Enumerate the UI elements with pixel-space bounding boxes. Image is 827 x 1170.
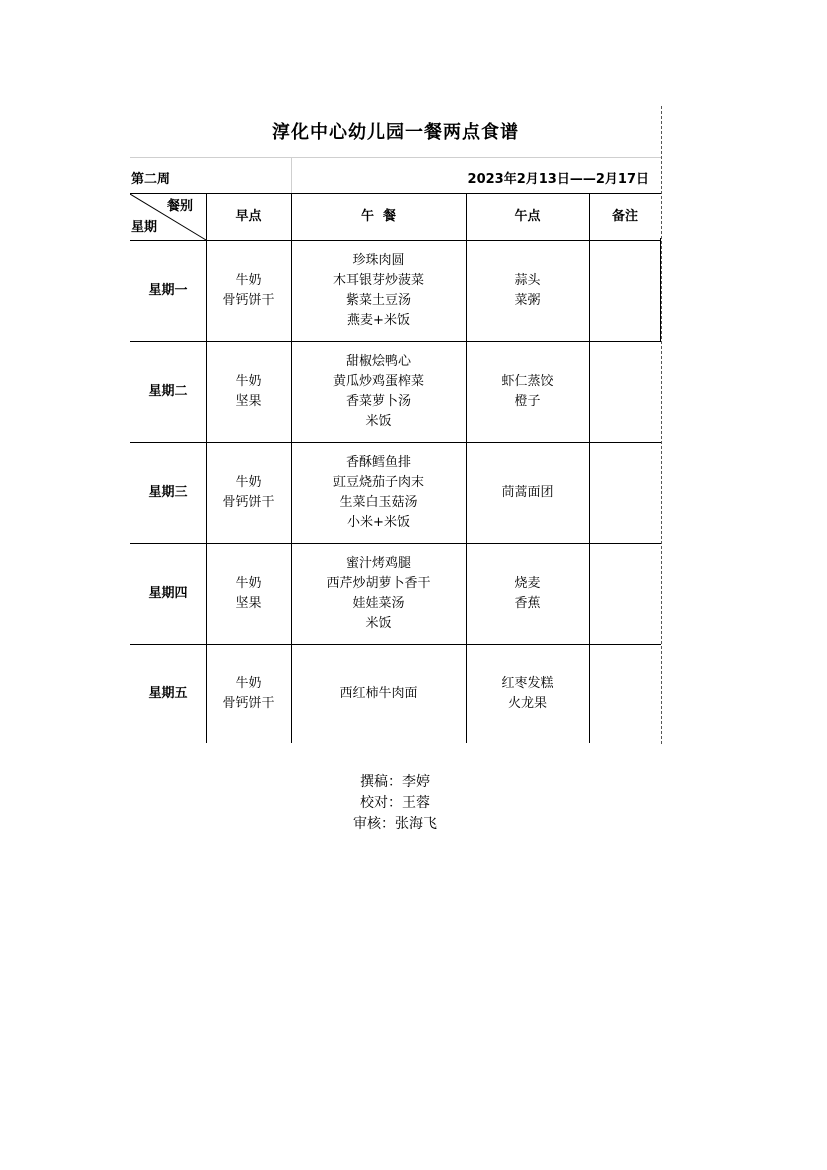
menu-item: 牛奶 xyxy=(235,474,262,490)
week-label: 第二周 xyxy=(131,172,171,187)
reviewer-credit: 审核：张海飞 xyxy=(353,816,437,832)
breakfast-cell xyxy=(206,341,291,442)
menu-item: 红枣发糕 xyxy=(501,675,554,691)
notes-cell xyxy=(589,442,661,543)
breakfast-cell xyxy=(206,543,291,644)
notes-cell xyxy=(589,341,661,442)
menu-item: 豇豆烧茄子肉末 xyxy=(332,474,424,490)
header-notes: 备注 xyxy=(611,208,638,224)
header-weekday: 星期 xyxy=(131,220,158,235)
menu-item: 骨钙饼干 xyxy=(222,292,275,308)
menu-item: 蒜头 xyxy=(514,272,541,288)
day-monday: 星期一 xyxy=(148,282,188,298)
notes-cell xyxy=(589,644,661,743)
snack-cell xyxy=(466,442,589,543)
header-breakfast: 早点 xyxy=(235,208,262,224)
lunch-cell xyxy=(291,240,466,341)
lunch-cell xyxy=(291,543,466,644)
menu-item: 茼蒿面团 xyxy=(501,484,554,500)
lunch-cell xyxy=(291,341,466,442)
lunch-cell xyxy=(291,644,466,743)
menu-item: 烧麦 xyxy=(514,575,541,591)
writer-credit: 撰稿：李婷 xyxy=(360,774,430,790)
menu-item: 牛奶 xyxy=(235,373,262,389)
day-thursday: 星期四 xyxy=(148,585,188,601)
snack-cell xyxy=(466,644,589,743)
menu-item: 米饭 xyxy=(365,413,392,429)
credits xyxy=(330,772,460,835)
menu-item: 菜粥 xyxy=(514,292,541,308)
menu-item: 香菜萝卜汤 xyxy=(345,393,411,409)
date-range: 2023年2月13日——2月17日 xyxy=(467,172,649,187)
menu-item: 火龙果 xyxy=(507,695,547,711)
menu-item: 黄瓜炒鸡蛋榨菜 xyxy=(332,373,424,389)
document-title: 淳化中心幼儿园一餐两点食谱 xyxy=(272,122,519,143)
menu-item: 木耳银芽炒菠菜 xyxy=(332,272,424,288)
notes-cell xyxy=(589,543,661,644)
menu-item: 牛奶 xyxy=(235,675,262,691)
snack-cell xyxy=(466,341,589,442)
menu-item: 生菜白玉菇汤 xyxy=(339,494,418,510)
menu-item: 骨钙饼干 xyxy=(222,695,275,711)
lunch-cell xyxy=(291,442,466,543)
menu-item: 珍珠肉圆 xyxy=(352,252,405,268)
menu-item: 燕麦+米饭 xyxy=(347,312,410,328)
menu-item: 米饭 xyxy=(365,615,392,631)
page-break-line xyxy=(661,106,662,744)
breakfast-cell xyxy=(206,240,291,341)
menu-item: 橙子 xyxy=(514,393,541,409)
snack-cell xyxy=(466,240,589,341)
menu-item: 西芹炒胡萝卜香干 xyxy=(326,575,431,591)
menu-item: 骨钙饼干 xyxy=(222,494,275,510)
grid-line xyxy=(130,157,661,158)
menu-item: 牛奶 xyxy=(235,272,262,288)
menu-item: 虾仁蒸饺 xyxy=(501,373,554,389)
header-snack: 午点 xyxy=(514,208,541,224)
menu-item: 牛奶 xyxy=(235,575,262,591)
day-tuesday: 星期二 xyxy=(148,383,188,399)
menu-item: 紫菜土豆汤 xyxy=(345,292,411,308)
breakfast-cell xyxy=(206,442,291,543)
snack-cell xyxy=(466,543,589,644)
notes-cell xyxy=(589,240,661,341)
menu-item: 蜜汁烤鸡腿 xyxy=(345,555,411,571)
menu-item: 坚果 xyxy=(235,595,262,611)
header-lunch: 午 餐 xyxy=(360,208,397,224)
menu-item: 娃娃菜汤 xyxy=(352,595,405,611)
day-friday: 星期五 xyxy=(148,685,188,701)
proofreader-credit: 校对：王蓉 xyxy=(360,795,430,811)
menu-item: 小米+米饭 xyxy=(347,514,410,530)
menu-item: 西红柿牛肉面 xyxy=(339,685,418,701)
grid-line xyxy=(291,157,292,194)
menu-item: 甜椒烩鸭心 xyxy=(345,353,411,369)
day-wednesday: 星期三 xyxy=(148,484,188,500)
menu-item: 香酥鳕鱼排 xyxy=(345,454,411,470)
menu-item: 坚果 xyxy=(235,393,262,409)
header-meal-category: 餐别 xyxy=(167,199,194,214)
breakfast-cell xyxy=(206,644,291,743)
menu-item: 香蕉 xyxy=(514,595,541,611)
